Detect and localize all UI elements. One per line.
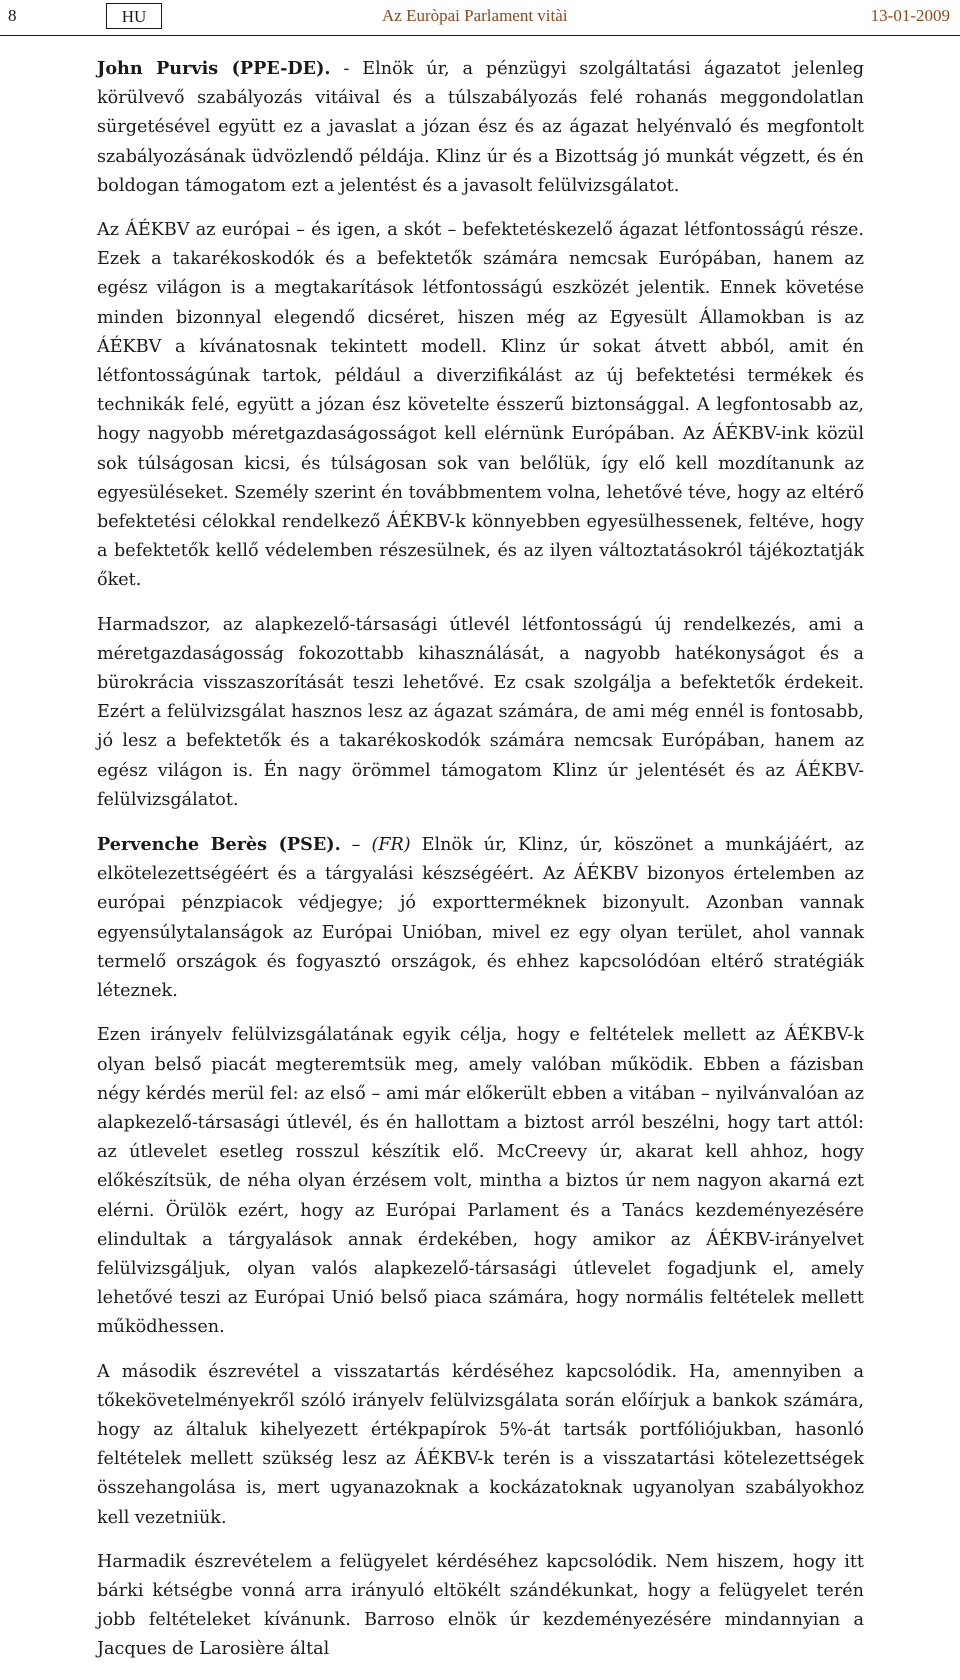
page-number: 8 bbox=[8, 6, 17, 25]
speech-paragraph: Harmadik észrevételem a felügyelet kérdéséhez kapcsolódik. Nem hiszem, hogy itt bárki kétségbe vonná arra irányuló eltökélt szándékunkat, hogy a felügyelet terén jobb feltételeket kívánunk. Barroso elnök úr kezdeményezésére mindannyian a Jacques de Larosière által bbox=[97, 1551, 864, 1660]
page-header bbox=[0, 0, 960, 36]
speech-paragraph: Az ÁÉKBV az európai – és igen, a skót – befektetéskezelő ágazat létfontosságú része. Ezek a takarékoskodók és a befektetők számára nemcsak Európában, hanem az egész világon is a megtakarítások létfontosságú eszközét jelentik. Ennek követése minden bizonnyal elegendő dicséret, hiszen még az Egyesült Államokban is az ÁÉKBV a kívánatosnak tekintett modell. Klinz úr sokat átvett abból, amit én létfontosságúnak tartok, például a diverzifikálást az új befektetési termékek és technikák felé, együtt a józan ész követelte ésszerű biztonsággal. A legfontosabb az, hogy nagyobb méretgazdaságosságot kell elérnünk Európában. Az ÁÉKBV-ink közül sok túlságosan kicsi, és túlságosan sok van belőlük, így elő kell mozdítanunk az egyesüléseket. Személy szerint én továbbmentem volna, lehetővé téve, hogy az eltérő befektetési célokkal rendelkező ÁÉKBV-k könnyebben egyesülhessenek, feltéve, hogy a befektetők kellő védelemben részesülnek, és az ilyen változtatásokról tájékoztatják őket. bbox=[97, 220, 864, 591]
speech-paragraph: Harmadszor, az alapkezelő-társasági útlevél létfontosságú új rendelkezés, ami a méretgazdaságosság fokozottabb kihasználását, a nagyobb hatékonyságot és a bürokrácia visszaszorítását teszi lehetővé. Ez csak szolgálja a befektetők érdekeit. Ezért a felülvizsgálat hasznos lesz az ágazat számára, de ami még ennél is fontosabb, jó lesz a befektetők és a takarékoskodók számára nemcsak Európában, hanem az egész világon is. Én nagy örömmel támogatom Klinz úr jelentését és az ÁÉKBV-felülvizsgálatot. bbox=[97, 614, 864, 810]
speaker-name: John Purvis (PPE-DE). bbox=[97, 58, 331, 79]
speaker-dash: - bbox=[330, 59, 363, 79]
language-tag: (FR) bbox=[371, 835, 411, 856]
speech-paragraph bbox=[97, 54, 864, 201]
document-title: Az Euròpai Parlament vitài bbox=[382, 6, 568, 25]
speech-paragraph: Ezen irányelv felülvizsgálatának egyik célja, hogy e feltételek mellett az ÁÉKBV-k olyan belső piacát megteremtsük meg, amely valóban működik. Ebben a fázisban négy kérdés merül fel: az első – ami már előkerült ebben a vitában – nyilvánvalóan az alapkezelő-társasági útlevél, és én hallottam a biztost arról beszélni, hogy tart attól: az útlevelet esetleg rosszul készítik elő. McCreevy úr, akarat kell ahhoz, hogy előkészítsük, de néha olyan érzésem volt, mintha a biztos úr nem nagyon akarná ezt elérni. Örülök ezért, hogy az Európai Parlament és a Tanács kezdeményezésére elindultak a tárgyalások annak érdekében, hogy amikor az ÁÉKBV-irányelvet felülvizsgáljuk, olyan valós alapkezelő-társasági útlevelet fogadjunk el, amely lehetővé teszi az Európai Unió belső piaca számára, hogy normális feltételek mellett működhessen. bbox=[97, 1025, 864, 1338]
paragraph-text: Elnök úr, a pénzügyi szolgáltatási ágazatot jelenleg körülvevő szabályozás vitáival és a túlszabályozás felé rohanás meggondolatlan sürgetésével együtt ez a javaslat a józan ész és az ágazat helyénvaló és megfontolt szabályozásának üdvözlendő példája. Klinz úr és a Bizottság jó munkát végzett, és én boldogan támogatom ezt a jelentést és a javasolt felülvizsgálatot. bbox=[97, 59, 864, 196]
speaker-dash: – bbox=[340, 835, 372, 856]
debate-content bbox=[97, 54, 864, 1680]
speech-paragraph bbox=[97, 830, 864, 1006]
speech-paragraph: A második észrevétel a visszatartás kérdéséhez kapcsolódik. Ha, amennyiben a tőkekövetelményekről szóló irányelv felülvizsgálata során előírjuk a bankok számára, hogy az általuk kihelyezett értékpapírok 5%-át tartsák portfóliójukban, hasonló feltételek mellett szükség lesz az ÁÉKBV-k terén is a visszatartási kötelezettségek összehangolása is, mert ugyanazoknak a kockázatoknak ugyanolyan szabályokhoz kell vezetniük. bbox=[97, 1361, 864, 1528]
header-divider bbox=[0, 35, 960, 36]
speaker-name: Pervenche Berès (PSE). bbox=[97, 834, 341, 856]
document-date: 13-01-2009 bbox=[870, 6, 950, 25]
language-badge: HU bbox=[106, 3, 162, 29]
paragraph-text: Elnök úr, Klinz, úr, köszönet a munkájáért, az elkötelezettségéért és a tárgyalási készségéért. Az ÁÉKBV bizonyos értelemben az európai pénzpiacok védjegye; jó exportterméknek bizonyult. Azonban vannak egyensúlytalanságok az Európai Unióban, mivel ez egy olyan terület, ahol vannak termelő országok és fogyasztó országok, és ehhez kapcsolódóan eltérő stratégiák léteznek. bbox=[97, 835, 865, 1002]
